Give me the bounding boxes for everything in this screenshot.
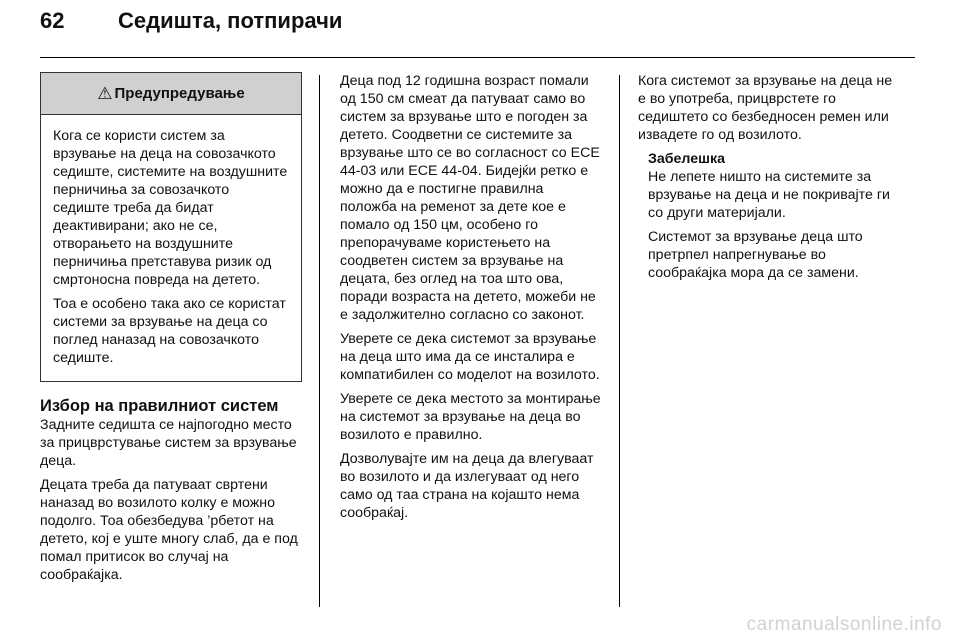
page-title: Седишта, потпирачи [118, 8, 343, 33]
body-paragraph: Децата треба да патуваат свртени наназад во возилото колку е можно подолго. Тоа обезбедува ’рбетот на детето, кој е уште многу слаб, да е под помал притисок во случај на сообраќајка. [40, 477, 298, 583]
body-paragraph: Кога системот за врзување на деца не е во употреба, прицврстете го седиштето со безбедносен ремен или извадете го од возилото. [638, 73, 893, 143]
body-paragraph: Уверете се дека системот за врзување на деца што има да се инсталира е компатибилен со моделот на возилото. [340, 331, 600, 383]
warning-body [41, 115, 301, 381]
column-divider-2 [619, 75, 620, 607]
column-divider-1 [319, 75, 320, 607]
warning-title: Предупредување [114, 84, 245, 102]
warning-box [40, 72, 302, 382]
warning-header [41, 73, 301, 115]
page-number: 62 [40, 8, 65, 33]
header-divider [40, 57, 915, 58]
column-1 [40, 72, 302, 590]
note-block [638, 150, 902, 282]
page-header [40, 8, 342, 48]
column-3 [638, 72, 902, 288]
warning-triangle-icon: ⚠ [97, 83, 113, 103]
column-2 [340, 72, 602, 528]
watermark-text: carmanualsonline.info [746, 614, 942, 635]
warning-paragraph: Тоа е особено така ако се користат системи за врзување на деца со поглед наназад на совозачкото седиште. [53, 296, 286, 366]
note-paragraph: Не лепете ништо на системите за врзување на деца и не покривајте ги со други материјали. [648, 169, 890, 221]
warning-paragraph: Кога се користи систем за врзување на деца на совозачкото седиште, системите на воздушните перничиња за совозачкото седиште треба да бидат деактивирани; ако не се, отворањето на воздушните перничиња претставува ризик од смртоносна повреда на детето. [53, 128, 288, 288]
body-paragraph: Задните седишта се најпогодно место за прицврстување систем за врзување деца. [40, 417, 297, 469]
body-paragraph: Уверете се дека местото за монтирање на системот за врзување на деца во возилото е правилно. [340, 391, 601, 443]
section-heading: Избор на правилниот систем [40, 397, 279, 415]
note-title: Забелешка [648, 151, 725, 167]
body-paragraph: Дозволувајте им на деца да влегуваат во возилото и да излегуваат од него само од таа страна на којашто нема сообраќај. [340, 451, 594, 521]
body-paragraph: Деца под 12 годишна возраст помали од 150 см смеат да патуваат само во систем за врзување што е погоден за детето. Соодветни се системите за врзување што се во согласност со ECE 44-03 или ECE 44-04. Бидејќи ретко е можно да е постигне правилна положба на ременот за дете кое е помало од 150 цм, особено го препорачуваме користењето на соодветен систем за врзување на децата, без оглед на тоа што ова, поради возраста на детето, можеби не е задолжително согласно со законот. [340, 73, 600, 323]
note-paragraph: Системот за врзување деца што претрпел напрегнување во сообраќајка мора да се замени. [648, 229, 863, 281]
